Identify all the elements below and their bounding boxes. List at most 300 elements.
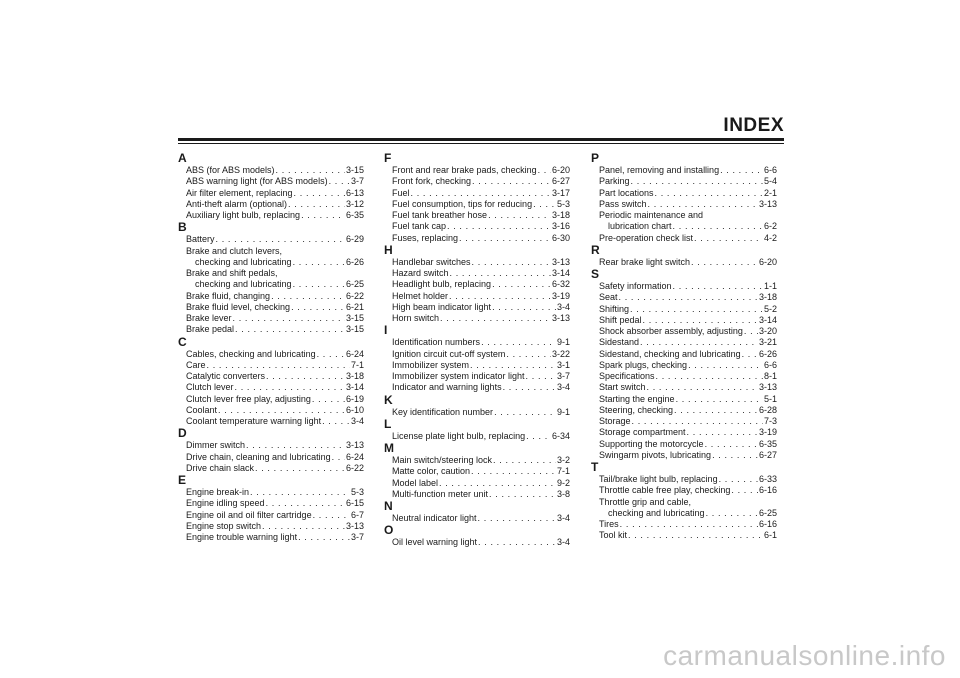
dot-leader	[250, 487, 350, 498]
entry-topic: Steering, checking	[599, 404, 674, 415]
entry-page-ref: 6-35	[758, 438, 777, 449]
section-letter: I	[384, 323, 388, 338]
entry-page-ref: 6-26	[345, 256, 364, 267]
entry-page-ref: 3-16	[551, 221, 570, 232]
section-letter: A	[178, 151, 187, 165]
dot-leader	[288, 199, 345, 210]
entry-topic: Oil level warning light	[392, 537, 478, 548]
index-entry	[591, 519, 777, 530]
index-entry	[384, 188, 570, 199]
entry-page-ref: 7-1	[556, 466, 570, 477]
entry-page-ref: 6-34	[551, 430, 570, 441]
index-entry	[384, 537, 570, 548]
index-entry	[384, 165, 570, 176]
entry-page-ref: 3-4	[556, 513, 570, 523]
entry-page-ref: 6-15	[345, 498, 364, 509]
index-entry	[178, 382, 364, 393]
dot-leader	[503, 382, 556, 393]
dot-leader	[411, 188, 551, 199]
entry-topic: Clutch lever	[186, 382, 234, 393]
dot-leader	[459, 233, 551, 244]
dot-leader	[493, 455, 556, 466]
entry-page-ref: 8-1	[763, 371, 777, 381]
dot-leader	[538, 165, 551, 176]
dot-leader	[687, 427, 758, 438]
section-letter: R	[591, 242, 600, 257]
dot-leader	[731, 485, 758, 496]
entry-topic: Brake pedal	[186, 324, 235, 335]
entry-page-ref: 3-8	[556, 488, 570, 499]
index-entry	[591, 257, 777, 268]
entry-topic: Sidestand	[599, 337, 640, 348]
entry-topic: ABS warning light (for ABS models)	[186, 176, 328, 187]
index-entry	[591, 530, 777, 541]
entry-topic: Immobilizer system	[392, 359, 470, 370]
index-entry	[591, 382, 777, 393]
dot-leader	[471, 466, 556, 477]
entry-topic: Fuses, replacing	[392, 232, 459, 243]
watermark: carmanualsonline.info	[663, 640, 946, 671]
index-entry	[591, 450, 777, 461]
index-entry	[384, 279, 570, 290]
index-entry	[178, 440, 364, 451]
dot-leader	[294, 188, 345, 199]
dot-leader	[218, 405, 345, 416]
index-entry	[178, 268, 364, 279]
entry-topic: Seat	[599, 292, 618, 303]
entry-topic: Indicator and warning lights	[392, 382, 502, 393]
dot-leader	[526, 371, 556, 382]
entry-page-ref: 3-14	[551, 268, 570, 278]
entry-topic: Engine idling speed	[186, 498, 265, 509]
entry-page-ref: 3-4	[556, 301, 570, 312]
entry-topic: High beam indicator light	[392, 301, 492, 312]
dot-leader	[489, 489, 556, 500]
section-letter: H	[384, 242, 393, 257]
header-rule-thick	[178, 138, 784, 141]
dot-leader	[691, 257, 758, 268]
entry-topic: Spark plugs, checking	[599, 359, 688, 370]
index-entry	[178, 257, 364, 268]
dot-leader	[271, 291, 345, 302]
section-letter: E	[178, 473, 187, 487]
dot-leader	[266, 371, 345, 382]
entry-topic: License plate light bulb, replacing	[392, 430, 526, 441]
dot-leader	[276, 165, 345, 176]
entry-topic: lubrication chart	[608, 221, 672, 232]
entry-page-ref: 6-35	[345, 210, 364, 220]
entry-topic: Brake fluid, changing	[186, 290, 271, 301]
entry-topic: Supporting the motorcycle	[599, 438, 704, 449]
dot-leader	[719, 474, 758, 485]
entry-topic: Coolant	[186, 404, 218, 415]
index-entry	[591, 315, 777, 326]
entry-topic: ABS (for ABS models)	[186, 165, 275, 175]
entry-page-ref: 6-21	[345, 301, 364, 312]
index-entry	[591, 508, 777, 519]
entry-page-ref: 9-1	[556, 406, 570, 417]
index-entry	[178, 416, 364, 427]
entry-page-ref: 7-1	[350, 359, 364, 370]
section-letter: O	[384, 523, 394, 538]
entry-topic: Drive chain, cleaning and lubricating	[186, 451, 331, 462]
index-entry	[178, 165, 364, 176]
dot-leader	[694, 233, 763, 244]
entry-topic: Storage	[599, 416, 631, 426]
entry-page-ref: 6-32	[551, 279, 570, 290]
dot-leader	[742, 349, 758, 360]
entry-page-ref: 2-1	[763, 187, 777, 198]
entry-topic: Clutch lever free play, adjusting	[186, 393, 311, 404]
entry-page-ref: 6-13	[345, 187, 364, 198]
entry-page-ref: 3-13	[758, 198, 777, 209]
index-entry	[178, 302, 364, 313]
dot-leader	[449, 291, 551, 302]
entry-topic: Headlight bulb, replacing	[392, 279, 492, 290]
dot-leader	[329, 176, 350, 187]
index-entry	[178, 291, 364, 302]
index-entry	[178, 498, 364, 509]
entry-page-ref: 3-14	[345, 382, 364, 393]
dot-leader	[312, 394, 345, 405]
dot-leader	[478, 537, 556, 548]
entry-page-ref: 3-13	[345, 520, 364, 531]
dot-leader	[705, 439, 758, 450]
entry-topic: Engine stop switch	[186, 520, 262, 531]
entry-topic: Air filter element, replacing	[186, 187, 293, 198]
entry-page-ref: 6-19	[345, 393, 364, 404]
dot-leader	[266, 498, 345, 509]
entry-topic: Brake and shift pedals,	[186, 268, 278, 278]
dot-leader	[450, 268, 551, 279]
index-entry	[384, 513, 570, 524]
index-entry	[384, 233, 570, 244]
entry-topic: Auxiliary light bulb, replacing	[186, 210, 301, 220]
entry-page-ref: 6-25	[345, 279, 364, 290]
dot-leader	[648, 199, 758, 210]
entry-topic: checking and lubricating	[195, 256, 292, 267]
section-letter: T	[591, 460, 599, 474]
dot-leader	[744, 326, 758, 337]
entry-page-ref: 3-19	[551, 290, 570, 301]
index-column-3	[591, 152, 777, 542]
entry-page-ref: 5-1	[763, 393, 777, 404]
section-letter: C	[178, 334, 187, 349]
entry-topic: Matte color, caution	[392, 466, 471, 477]
entry-page-ref: 6-27	[758, 449, 777, 460]
index-entry	[591, 394, 777, 405]
index-entry	[178, 487, 364, 498]
entry-topic: checking and lubricating	[608, 507, 705, 518]
dot-leader	[235, 382, 345, 393]
section-letter: S	[591, 267, 600, 281]
entry-page-ref: 3-13	[551, 256, 570, 267]
index-entry	[591, 326, 777, 337]
index-entry	[178, 405, 364, 416]
entry-page-ref: 3-19	[758, 427, 777, 438]
dot-leader	[492, 279, 551, 290]
index-column-2	[384, 152, 570, 549]
index-entry	[178, 349, 364, 360]
index-entry	[178, 313, 364, 324]
dot-leader	[632, 416, 763, 427]
index-entry	[384, 360, 570, 371]
dot-leader	[533, 199, 556, 210]
index-entry	[384, 349, 570, 360]
dot-leader	[619, 292, 758, 303]
entry-topic: Tool kit	[599, 530, 628, 541]
index-entry	[591, 439, 777, 450]
entry-topic: Engine oil and oil filter cartridge	[186, 509, 312, 520]
dot-leader	[291, 302, 345, 313]
index-entry	[178, 452, 364, 463]
entry-topic: Storage compartment	[599, 427, 686, 438]
dot-leader	[526, 431, 551, 442]
entry-page-ref: 3-15	[345, 165, 364, 175]
entry-topic: Safety information	[599, 281, 672, 291]
dot-leader	[440, 313, 551, 324]
dot-leader	[216, 234, 345, 245]
dot-leader	[472, 176, 551, 187]
index-entry	[591, 199, 777, 210]
entry-topic: Neutral indicator light	[392, 513, 477, 523]
index-entry	[591, 360, 777, 371]
entry-topic: Front and rear brake pads, checking	[392, 165, 537, 175]
index-entry	[384, 257, 570, 268]
entry-page-ref: 6-33	[758, 474, 777, 484]
dot-leader	[332, 452, 345, 463]
entry-page-ref: 6-24	[345, 451, 364, 462]
entry-page-ref: 4-2	[763, 232, 777, 243]
index-entry	[591, 292, 777, 303]
dot-leader	[674, 405, 758, 416]
dot-leader	[656, 371, 763, 382]
dot-leader	[494, 407, 556, 418]
section-letter: N	[384, 499, 393, 513]
entry-topic: Throttle grip and cable,	[599, 496, 692, 507]
entry-page-ref: 3-20	[758, 326, 777, 336]
entry-topic: Identification numbers	[392, 337, 481, 348]
entry-page-ref: 3-18	[345, 371, 364, 381]
entry-page-ref: 3-18	[551, 210, 570, 220]
index-entry	[384, 407, 570, 418]
entry-topic: Periodic maintenance and	[599, 210, 704, 220]
index-entry	[178, 394, 364, 405]
dot-leader	[293, 279, 345, 290]
entry-topic: Ignition circuit cut-off system	[392, 348, 506, 359]
index-entry	[591, 405, 777, 416]
dot-leader	[492, 302, 556, 313]
entry-topic: Care	[186, 359, 206, 370]
entry-page-ref: 3-4	[556, 382, 570, 393]
entry-page-ref: 6-29	[345, 234, 364, 245]
entry-topic: Battery	[186, 234, 215, 245]
entry-topic: Coolant temperature warning light	[186, 416, 322, 426]
index-entry	[591, 176, 777, 187]
entry-page-ref: 3-7	[350, 176, 364, 187]
entry-topic: Helmet holder	[392, 290, 449, 301]
entry-page-ref: 6-24	[345, 348, 364, 359]
entry-topic: Pass switch	[599, 198, 647, 209]
entry-topic: Drive chain slack	[186, 462, 255, 473]
index-entry	[384, 466, 570, 477]
entry-page-ref: 6-25	[758, 507, 777, 518]
dot-leader	[628, 530, 763, 541]
index-entry	[591, 474, 777, 485]
entry-page-ref: 5-3	[556, 198, 570, 209]
index-entry	[384, 291, 570, 302]
entry-topic: Brake lever	[186, 313, 232, 323]
entry-page-ref: 5-4	[763, 176, 777, 187]
dot-leader	[472, 257, 551, 268]
index-entry	[384, 268, 570, 279]
index-entry	[591, 165, 777, 176]
entry-page-ref: 5-2	[763, 303, 777, 314]
section-letter: B	[178, 220, 187, 235]
dot-leader	[447, 221, 551, 232]
entry-page-ref: 9-2	[556, 477, 570, 488]
entry-page-ref: 3-14	[758, 314, 777, 325]
index-entry	[178, 521, 364, 532]
section-letter: P	[591, 151, 600, 165]
dot-leader	[233, 313, 345, 324]
entry-page-ref: 3-13	[758, 382, 777, 393]
entry-page-ref: 6-7	[350, 509, 364, 520]
dot-leader	[488, 210, 551, 221]
entry-page-ref: 6-6	[763, 359, 777, 370]
entry-page-ref: 3-17	[551, 187, 570, 198]
index-entry	[591, 497, 777, 508]
dot-leader	[262, 521, 345, 532]
section-letter: F	[384, 151, 392, 165]
entry-page-ref: 3-15	[345, 324, 364, 335]
entry-page-ref: 6-6	[763, 165, 777, 175]
entry-page-ref: 3-4	[556, 537, 570, 548]
index-entry	[178, 324, 364, 335]
entry-page-ref: 3-7	[350, 532, 364, 542]
index-entry	[591, 427, 777, 438]
dot-leader	[647, 382, 758, 393]
entry-topic: Engine trouble warning light	[186, 532, 298, 542]
index-entry	[178, 360, 364, 371]
dot-leader	[688, 360, 763, 371]
entry-topic: Tires	[599, 519, 619, 529]
dot-leader	[246, 440, 345, 451]
entry-topic: Anti-theft alarm (optional)	[186, 198, 288, 209]
dot-leader	[706, 508, 758, 519]
index-entry	[591, 416, 777, 427]
dot-leader	[255, 463, 345, 474]
entry-topic: Shift pedal	[599, 314, 642, 325]
dot-leader	[301, 210, 345, 221]
entry-topic: Fuel	[392, 187, 410, 198]
entry-page-ref: 3-15	[345, 313, 364, 323]
entry-topic: Panel, removing and installing	[599, 165, 720, 175]
entry-page-ref: 3-13	[551, 313, 570, 323]
index-entry	[384, 210, 570, 221]
index-entry	[591, 485, 777, 496]
section-letter: L	[384, 416, 392, 431]
index-entry	[178, 532, 364, 543]
entry-topic: Immobilizer system indicator light	[392, 371, 525, 381]
dot-leader	[712, 450, 758, 461]
index-entry	[178, 176, 364, 187]
entry-topic: Swingarm pivots, lubricating	[599, 449, 712, 460]
dot-leader	[655, 188, 763, 199]
entry-topic: Fuel consumption, tips for reducing	[392, 198, 533, 209]
entry-topic: Parking	[599, 176, 630, 187]
dot-leader	[439, 478, 556, 489]
index-entry	[591, 221, 777, 232]
entry-topic: checking and lubricating	[195, 279, 292, 290]
entry-page-ref: 6-16	[758, 519, 777, 529]
entry-page-ref: 6-22	[345, 462, 364, 473]
index-entry	[591, 210, 777, 221]
entry-page-ref: 6-22	[345, 290, 364, 301]
entry-page-ref: 6-1	[763, 530, 777, 541]
index-entry	[384, 431, 570, 442]
index-entry	[384, 302, 570, 313]
dot-leader	[640, 337, 758, 348]
entry-topic: Engine break-in	[186, 487, 250, 497]
entry-page-ref: 3-1	[556, 359, 570, 370]
section-letter: D	[178, 426, 187, 441]
entry-page-ref: 6-26	[758, 348, 777, 359]
index-entry	[591, 337, 777, 348]
entry-page-ref: 6-28	[758, 404, 777, 415]
entry-topic: Brake and clutch levers,	[186, 245, 283, 256]
entry-topic: Horn switch	[392, 313, 440, 323]
dot-leader	[643, 315, 758, 326]
index-entry	[384, 455, 570, 466]
dot-leader	[720, 165, 763, 176]
index-entry	[591, 188, 777, 199]
entry-topic: Throttle cable free play, checking	[599, 485, 731, 496]
entry-page-ref: 3-13	[345, 440, 364, 451]
dot-leader	[293, 257, 345, 268]
index-entry	[591, 281, 777, 292]
index-entry	[178, 279, 364, 290]
index-entry	[384, 337, 570, 348]
entry-topic: Main switch/steering lock	[392, 455, 493, 465]
dot-leader	[506, 349, 551, 360]
entry-topic: Fuel tank breather hose	[392, 210, 488, 220]
index-entry	[178, 210, 364, 221]
entry-topic: Brake fluid level, checking	[186, 301, 291, 312]
entry-page-ref: 6-20	[551, 165, 570, 175]
entry-page-ref: 3-22	[551, 348, 570, 359]
entry-page-ref: 3-12	[345, 198, 364, 209]
entry-topic: Model label	[392, 477, 439, 488]
entry-page-ref: 3-4	[350, 416, 364, 426]
index-entry	[178, 234, 364, 245]
entry-topic: Hazard switch	[392, 268, 449, 278]
entry-topic: Starting the engine	[599, 393, 675, 404]
entry-page-ref: 6-2	[763, 221, 777, 232]
entry-page-ref: 5-3	[350, 487, 364, 497]
dot-leader	[673, 221, 763, 232]
entry-page-ref: 1-1	[763, 281, 777, 291]
dot-leader	[235, 324, 345, 335]
entry-topic: Part locations	[599, 187, 654, 198]
entry-topic: Key identification number	[392, 406, 494, 417]
entry-page-ref: 6-30	[551, 232, 570, 243]
index-entry	[178, 371, 364, 382]
index-entry	[591, 349, 777, 360]
entry-page-ref: 6-16	[758, 485, 777, 496]
entry-topic: Start switch	[599, 382, 646, 393]
entry-topic: Pre-operation check list	[599, 232, 694, 243]
